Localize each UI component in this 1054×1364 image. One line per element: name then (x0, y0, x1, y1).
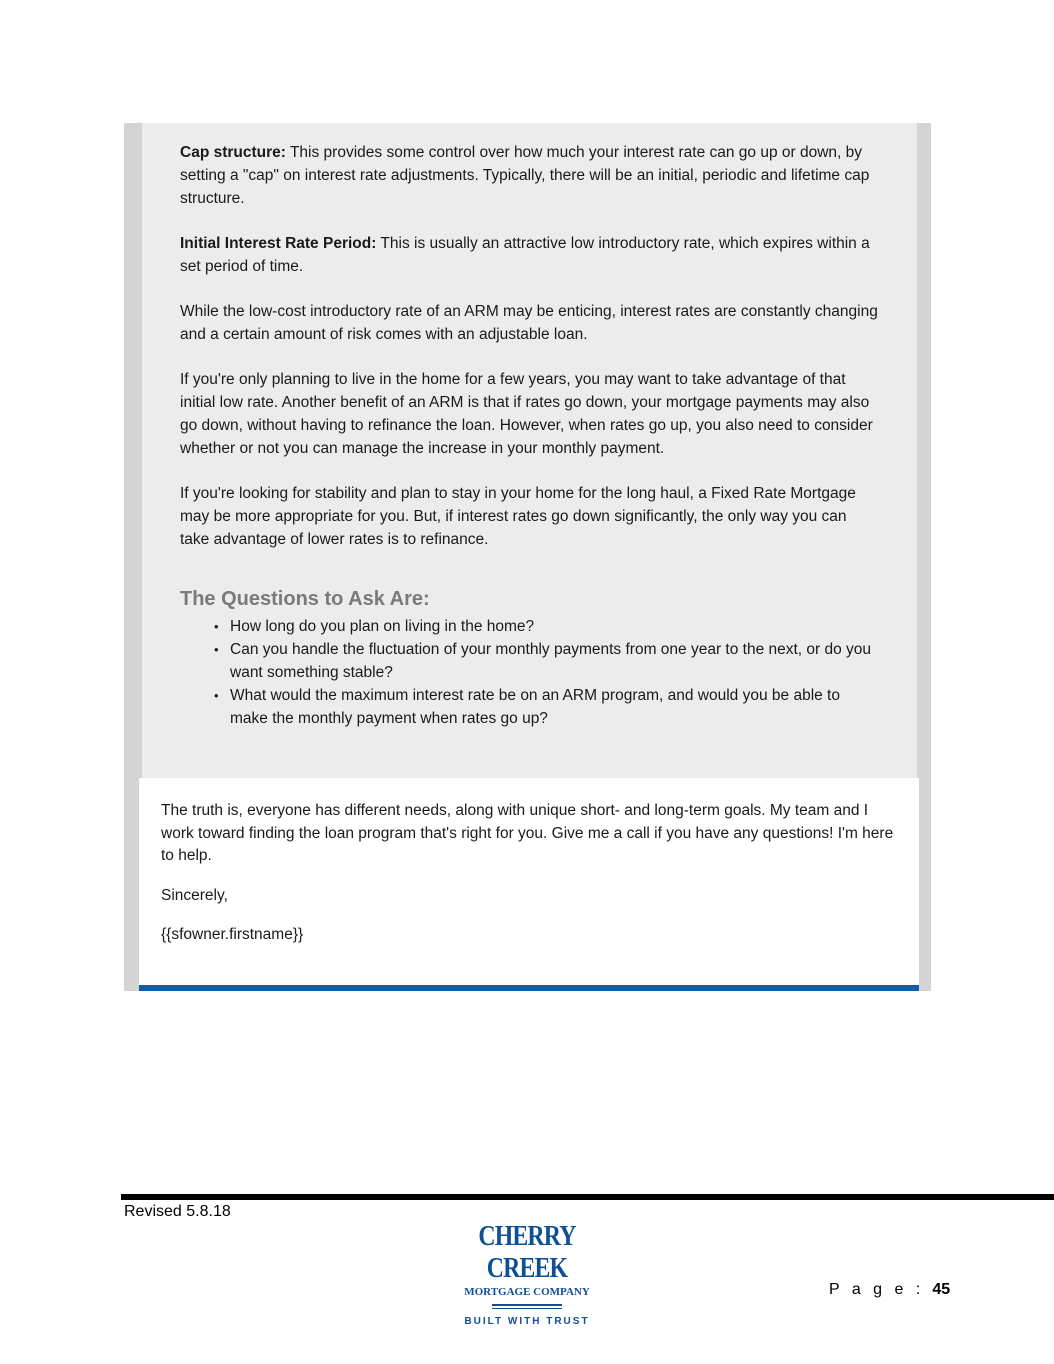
few-years-paragraph: If you're only planning to live in the home for a few years, you may want to take advantage of that initial low rate. Another benefit of an ARM is that if rates go down, your mortgage payments may also go down, without having to refinance the loan. However, when rates go up, you also need to consider whether or not you can manage the increase in your monthly payment. (180, 371, 873, 457)
closing-section (161, 800, 901, 964)
company-logo (447, 1221, 607, 1327)
page-number-value: 45 (932, 1281, 951, 1298)
questions-heading: The Questions to Ask Are: (180, 588, 430, 610)
list-item: • How long do you plan on living in the home? (230, 615, 880, 638)
logo-wordmark: CHERRY CREEK (478, 1221, 576, 1284)
initial-rate-text: This is usually an attractive low introductory rate, which expires within a set period of time. (180, 235, 870, 275)
logo-subtitle: MORTGAGE COMPANY (464, 1286, 590, 1298)
initial-rate-label: Initial Interest Rate Period: (180, 235, 377, 252)
logo-rule-icon (492, 1304, 562, 1309)
logo-tagline: BUILT WITH TRUST (464, 1316, 590, 1327)
revised-date: Revised 5.8.18 (124, 1203, 231, 1220)
list-item: • Can you handle the fluctuation of your monthly payments from one year to the next, or do you want something stable? (230, 638, 880, 684)
questions-list (180, 615, 880, 730)
risk-paragraph: While the low-cost introductory rate of an ARM may be enticing, interest rates are constantly changing and a certain amount of risk comes with an adjustable loan. (180, 303, 878, 343)
cap-structure-label: Cap structure: (180, 144, 286, 161)
page-label: P a g e : (829, 1281, 925, 1298)
signature-placeholder: {{sfowner.firstname}} (161, 926, 304, 943)
cap-structure-text: This provides some control over how much your interest rate can go up or down, by setting a "cap" on interest rate adjustments. Typically, there will be an initial, periodic and lifetime cap structure. (180, 144, 870, 207)
closing-paragraph: The truth is, everyone has different needs, along with unique short- and long-term goals. My team and I work toward finding the loan program that's right for you. Give me a call if you have any questions! I'm here to help. (161, 802, 894, 864)
cap-structure-paragraph (180, 141, 880, 210)
signoff: Sincerely, (161, 886, 228, 904)
footer-divider (121, 1194, 1054, 1200)
stability-paragraph: If you're looking for stability and plan to stay in your home for the long haul, a Fixed Rate Mortgage may be more appropriate for you. But, if interest rates go down significantly, the only way you can take advantage of lower rates is to refinance. (180, 485, 856, 548)
list-item: • What would the maximum interest rate be on an ARM program, and would you be able to make the monthly payment when rates go up? (230, 684, 880, 730)
accent-bar (139, 985, 919, 991)
initial-rate-paragraph (180, 232, 880, 278)
page-number (829, 1281, 950, 1299)
arm-details (180, 141, 880, 730)
